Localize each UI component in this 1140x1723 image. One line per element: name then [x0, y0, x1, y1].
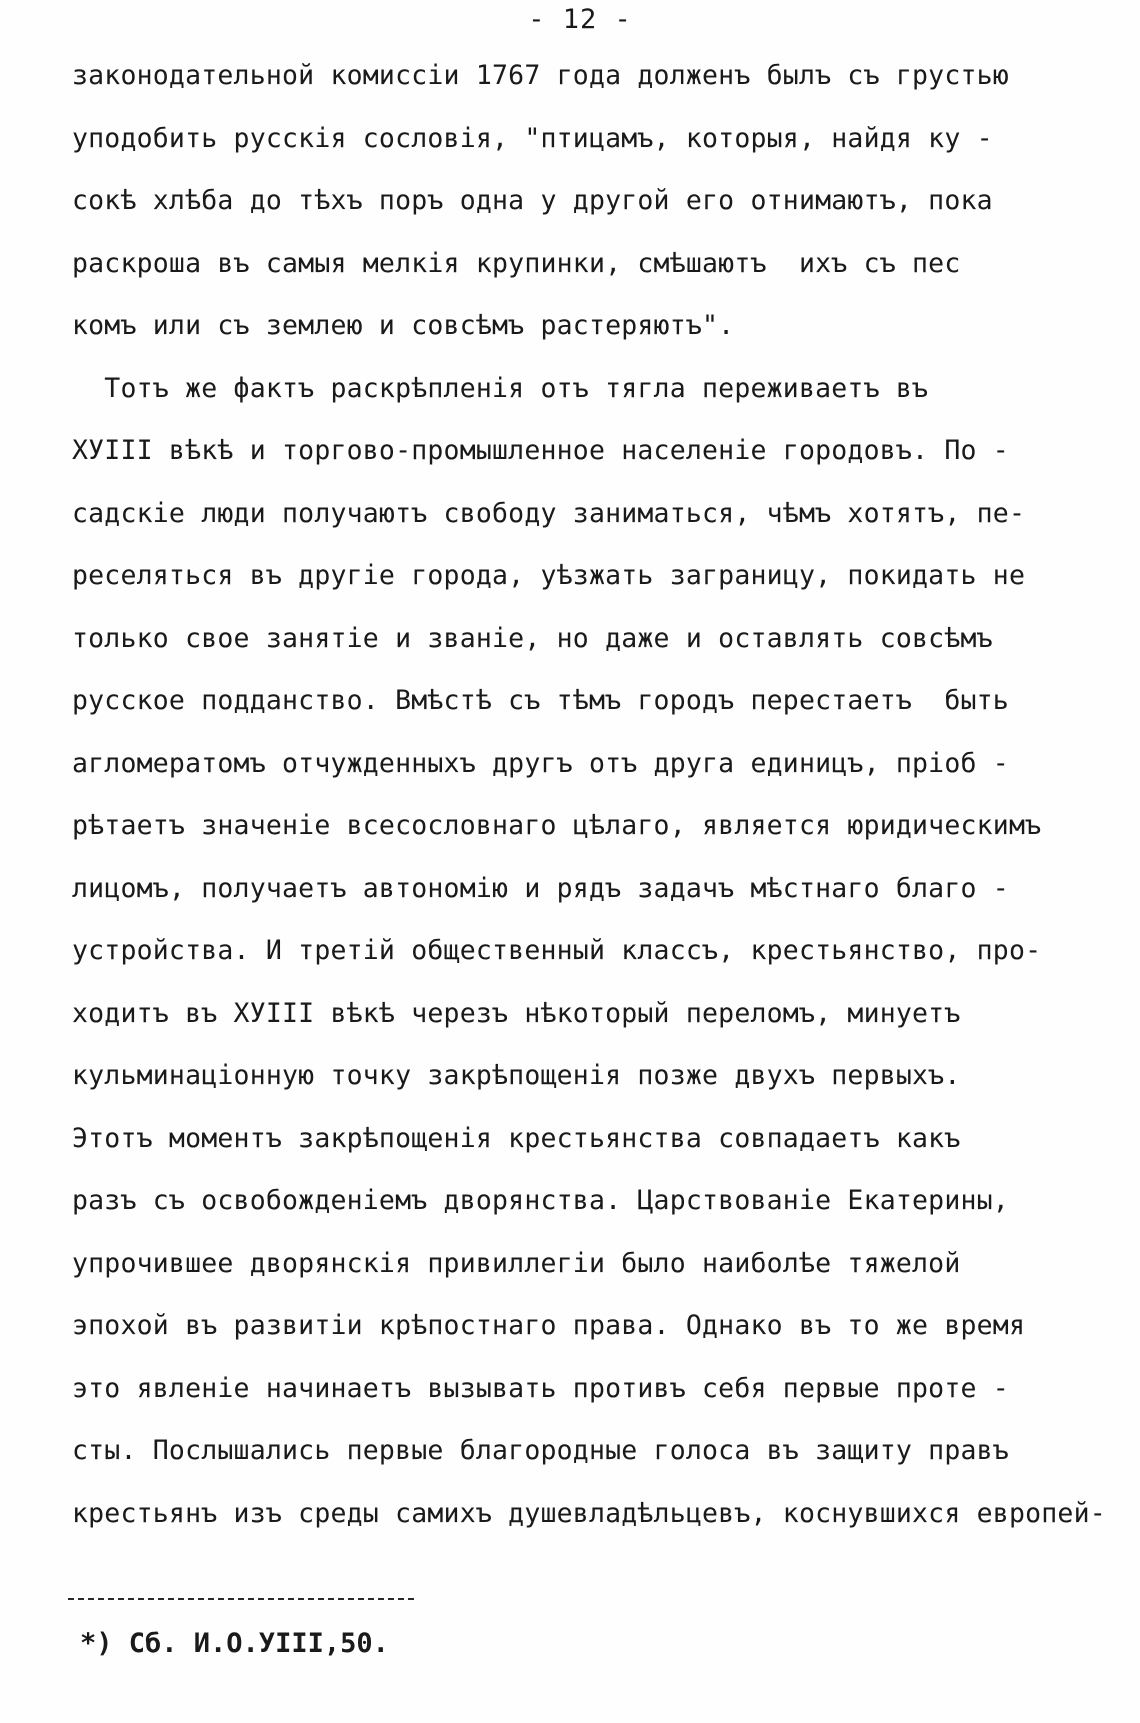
text-line: лицомъ, получаетъ автономiю и рядъ задачъ мѣстнаго благо - — [72, 872, 1009, 904]
text-line: крестьянъ изъ среды самихъ душевладѣльцевъ, коснувшихся европей- — [72, 1497, 1106, 1529]
text-line: русское подданство. Вмѣстѣ съ тѣмъ городъ перестаетъ быть — [72, 685, 1009, 716]
text-line: устройства. И третiй общественный классъ, крестьянство, про- — [72, 935, 1042, 966]
text-line: сты. Послышались первые благородные голоса въ защиту правъ — [72, 1435, 1009, 1466]
text-line: законодательной комиссiи 1767 года долженъ былъ съ грустью — [72, 60, 1009, 91]
text-line: рѣтаетъ значенiе всесословнаго цѣлаго, является юридическимъ — [72, 810, 1042, 841]
text-line: это явленiе начинаетъ вызывать противъ себя первые проте - — [72, 1372, 1009, 1404]
text-line: ХУIII вѣкѣ и торгово-промышленное населенiе городовъ. По - — [72, 435, 1009, 466]
text-line: Тотъ же фактъ раскрѣпленiя отъ тягла переживаетъ въ — [72, 372, 929, 404]
text-line: сокѣ хлѣба до тѣхъ поръ одна у другой его отнимаютъ, пока — [72, 185, 993, 216]
footnote: *) Сб. И.О.УIII,50. — [80, 1628, 389, 1659]
text-line: раскроша въ самыя мелкiя крупинки, смѣшаютъ ихъ съ пес — [72, 247, 961, 279]
text-line: Этотъ моментъ закрѣпощенiя крестьянства совпадаетъ какъ — [72, 1122, 961, 1154]
text-line: ходитъ въ ХУIII вѣкѣ черезъ нѣкоторый переломъ, минуетъ — [72, 997, 961, 1029]
text-line: агломератомъ отчужденныхъ другъ отъ друга единицъ, прiоб - — [72, 747, 1009, 779]
text-line: эпохой въ развитiи крѣпостнаго права. Однако въ то же время — [72, 1310, 1026, 1341]
text-line: уподобить русскiя сословiя, "птицамъ, которыя, найдя ку - — [72, 122, 993, 154]
text-line: комъ или съ землею и совсѣмъ растеряютъ". — [72, 310, 735, 341]
text-line: упрочившее дворянскiя привиллегiи было наиболѣе тяжелой — [72, 1247, 961, 1279]
text-line: садскiе люди получаютъ свободу заниматься, чѣмъ хотятъ, пе- — [72, 497, 1026, 529]
text-line: кульминацiонную точку закрѣпощенiя позже двухъ первыхъ. — [72, 1060, 961, 1091]
page-number: - 12 - — [528, 4, 632, 35]
text-line: реселяться въ другiе города, уѣзжать заграницу, покидать не — [72, 560, 1026, 591]
text-line: только свое занятiе и званiе, но даже и оставлять совсѣмъ — [72, 622, 993, 654]
footnote-divider — [68, 1598, 414, 1600]
body-text — [72, 58, 1112, 1558]
text-line: разъ съ освобожденiемъ дворянства. Царствованiе Екатерины, — [72, 1185, 1009, 1216]
